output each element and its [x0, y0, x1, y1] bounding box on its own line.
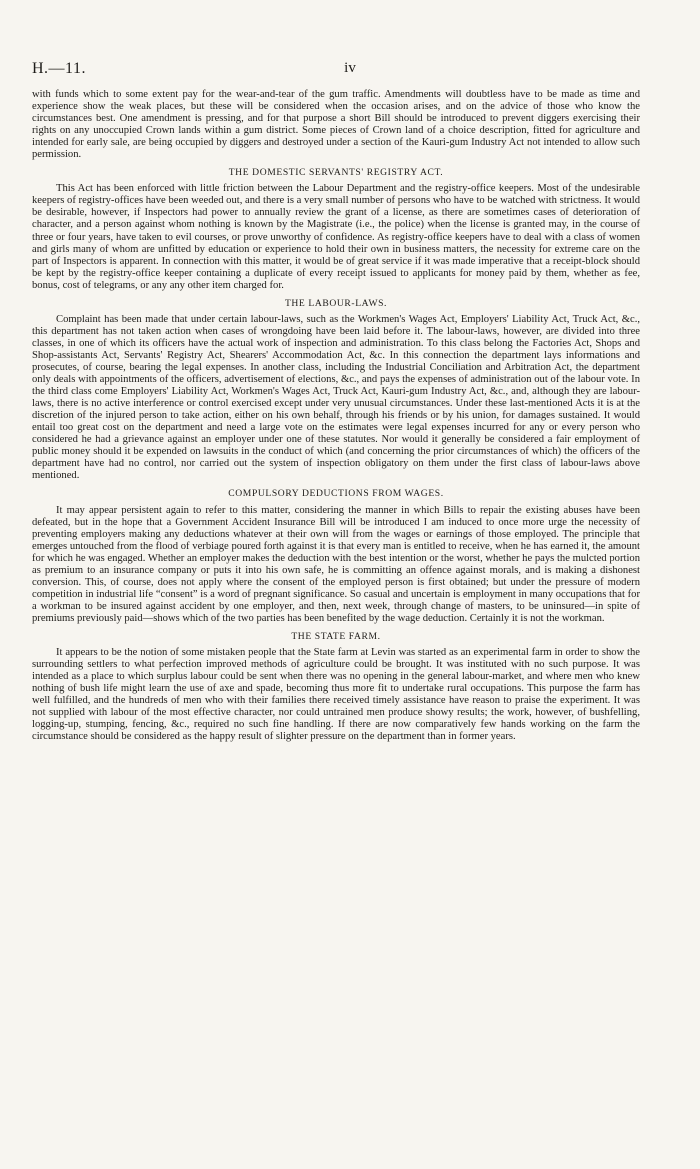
paragraph-registry-act: This Act has been enforced with little friction between the Labour Department and the registry-office keepers. Most of the undesirable keepers of registry-offices have been weeded out, and there is a very small number of persons who have to be watched with strictness. It would be desirable, however, if Inspectors had power to annually review the grant of a license, as there are sometimes cases of deterioration of character, and a person against whom nothing is known by the Magistrate (i.e., the police) when the license is granted may, in the course of three or four years, have taken to evil courses, or prove unworthy of confidence. As registry-office keepers have to deal with a class of women and girls many of whom are unfitted by education or experience to hold their own in business matters, the necessity for extreme care on the part of Inspectors is apparent. In connection with this matter, it would be of great service if it was made imperative that a receipt-block should be kept by the registry-office keeper containing a duplicate of every receipt issued to applicants for money paid by them, whether as fee, bonus, cost of telegrams, or any any other item charged for. — [32, 183, 640, 291]
page-number: iv — [344, 60, 356, 76]
paragraph-labour-laws: Complaint has been made that under certain labour-laws, such as the Workmen's Wages Act, Employers' Liability Act, Truck Act, &c., this department has not taken action when cases of wrongdoing have been laid before it. The labour-laws, however, are divided into three classes, in one of which its officers have the actual work of inspection and administration. To this class belong the Factories Act, Shops and Shop-assistants Act, Servants' Registry Act, Shearers' Accommodation Act, &c. In this connection the department lays informations and prosecutes, of course, bearing the legal expenses. In another class, including the Industrial Conciliation and Arbitration Act, the department only deals with appointments of the officers, advertisement of elections, &c., and pays the expenses of administration out of the labour vote. In the third class come Employers' Liability Act, Workmen's Wages Act, Truck Act, Kauri-gum Industry Act, &c., and, although they are labour-laws, there is no active interference or control exercised except under very unusual circumstances. Under these last-mentioned Acts it is at the discretion of the injured person to take action, either on his own behalf, through his friends or by his union, for damages sustained. It would entail too great cost on the department and need a large vote on the estimates were legal expenses incurred for any or every person who considered he had a grievance against an employer under one of these statutes. Nor would it generally be considered a fair employment of public money should it be expended on lawsuits in the conduct of which (and concerning the prior circumstances of which) the officers of the department have had no control, nor carried out the system of inspection obligatory on them under the first class of labour-laws above mentioned. — [32, 313, 640, 482]
paragraph-compulsory-deductions: It may appear persistent again to refer to this matter, considering the manner in which Bills to repair the existing abuses have been defeated, but in the hope that a Government Accident Insurance Bill will be introduced I am induced to once more urge the necessity of preventing employers making any deductions whatever at their own will from the wages or earnings of those employed. The principle that emerges untouched from the flood of verbiage poured forth against it is that every man is entitled to receive, when he has earned it, the amount for which he was engaged. Whether an employer makes the deduction with the best intention or the worst, whether he pays the mulcted portion as premium to an insurance company or puts it into his own safe, he is committing an offence against morals, and is making a dishonest conversion. This, of course, does not apply where the consent of the employed person is first obtained; but under the pressure of modern competition in industrial life “consent” is a word of pregnant significance. So casual and uncertain is employment in many occupations that for a workman to be insured against accident by one employer, and then, next week, through change of masters, to be uninsured—in spite of premiums previously paid—shows which of the two parties has been benefited by the wage deduction. Certainly it is not the workman. — [32, 504, 640, 624]
heading-compulsory-deductions: COMPULSORY DEDUCTIONS FROM WAGES. — [228, 488, 444, 500]
body-text — [32, 89, 640, 743]
paragraph-state-farm: It appears to be the notion of some mistaken people that the State farm at Levin was started as an experimental farm in order to show the surrounding settlers to what perfection improved methods of agriculture could be brought. It was instituted with no such purpose. It was intended as a place to which surplus labour could be sent when there was no opening in the general labour-market, and where men who knew nothing of bush life might learn the use of axe and spade, becoming thus more fit to undertake rural occupations. This purpose the farm has well fulfilled, and the hundreds of men who with their families there received timely assistance have reason to praise the experiment. It was not supplied with labour of the most effective character, nor could untrained men produce showy results; the work, however, of bushfelling, logging-up, stumping, fencing, &c., required no such fine handling. If there are now comparatively few hands working on the farm the circumstance should be considered as the happy result of slighter pressure on the department than in former years. — [32, 647, 640, 743]
heading-state-farm: THE STATE FARM. — [291, 630, 381, 642]
document-reference: H.—11. — [32, 60, 86, 77]
heading-domestic-servants-registry-act: THE DOMESTIC SERVANTS' REGISTRY ACT. — [228, 167, 444, 179]
page-header — [32, 60, 668, 82]
heading-labour-laws: THE LABOUR-LAWS. — [284, 297, 388, 309]
paragraph-continuation: with funds which to some extent pay for the wear-and-tear of the gum traffic. Amendments will doubtless have to be made as time and experience show the weak places, but these will be considered when the occasion arises, and on the advice of those who know the circumstances best. One amendment is pressing, and for that purpose a short Bill should be introduced to prevent diggers exercising their rights on any unoccupied Crown lands within a gum district. Some pieces of Crown land of a choice description, fitted for agriculture and intended for early sale, are being occupied by diggers and destroyed under a section of the Kauri-gum Industry Act not intended to allow such permission. — [32, 89, 640, 161]
